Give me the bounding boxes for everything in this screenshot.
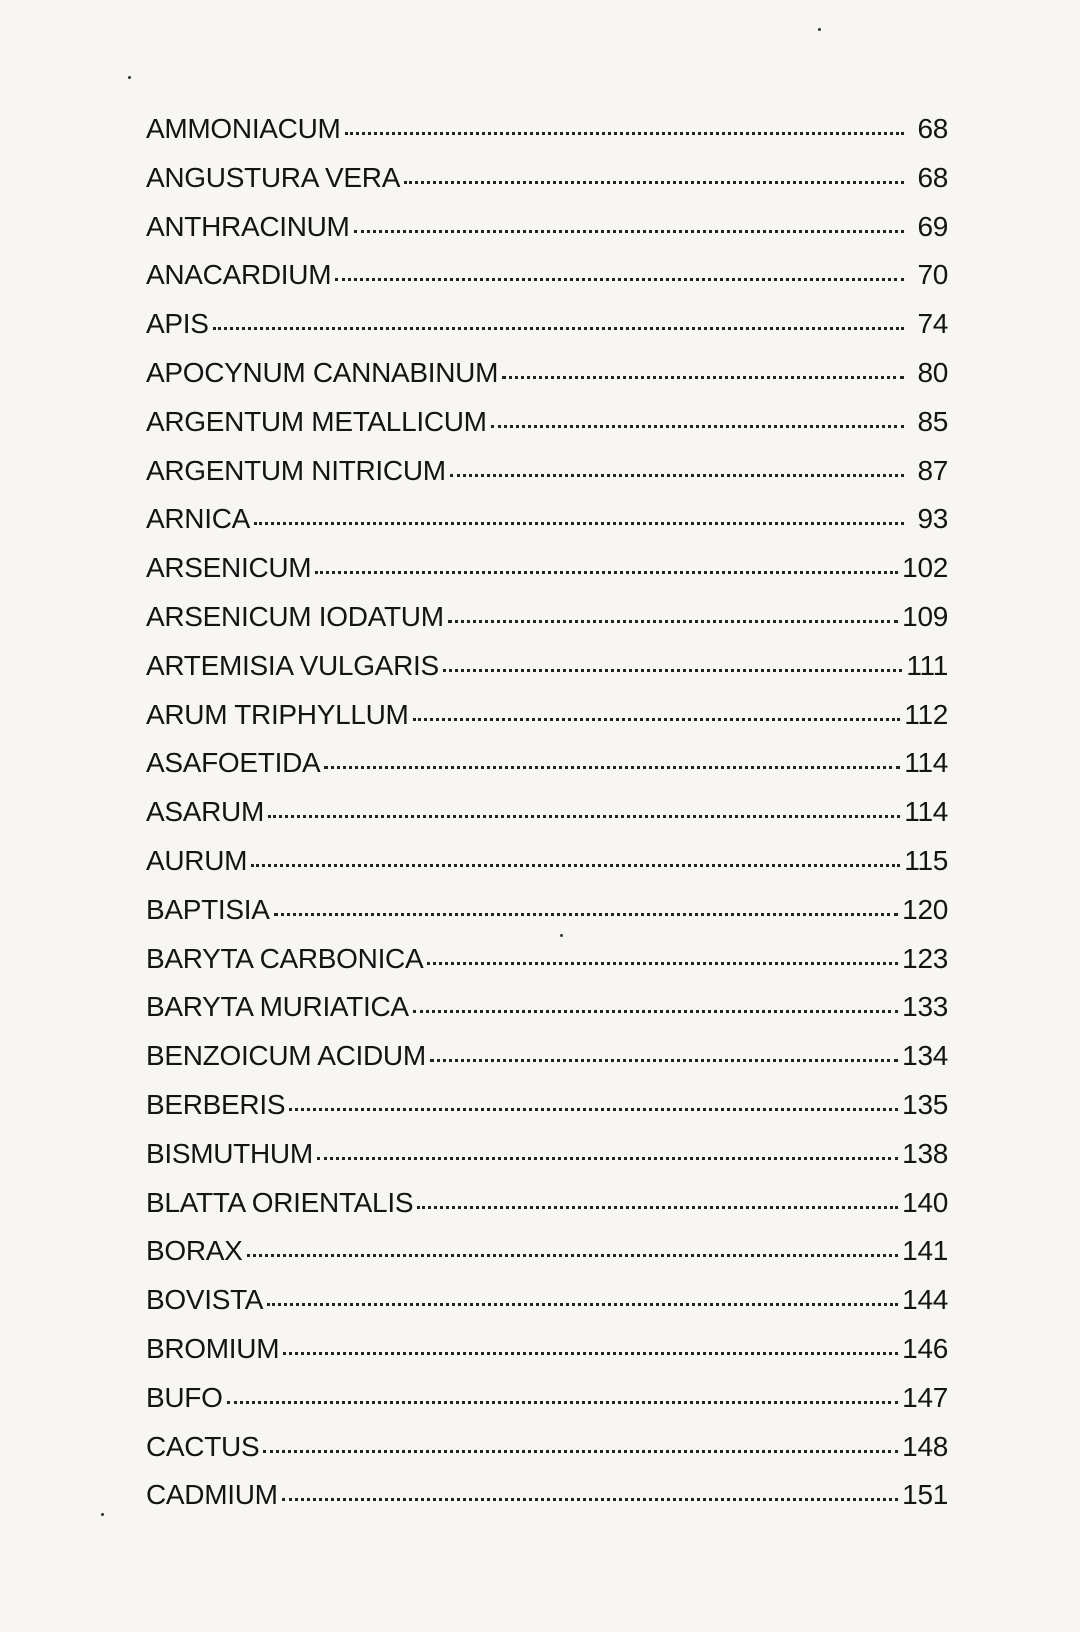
- toc-entry: [146, 845, 948, 894]
- print-speck: [128, 76, 131, 79]
- toc-entry-name: ASARUM: [146, 796, 264, 828]
- toc-entry-name: ARTEMISIA VULGARIS: [146, 649, 439, 681]
- dot-leader: [289, 1108, 898, 1111]
- toc-entry-name: CADMIUM: [146, 1479, 278, 1511]
- dot-leader: [430, 1059, 898, 1062]
- toc-entry-name: ASAFOETIDA: [146, 747, 321, 779]
- toc-entry: [146, 1333, 948, 1382]
- toc-entry-name: BOVISTA: [146, 1284, 264, 1316]
- toc-entry: [146, 1284, 948, 1333]
- toc-entry-name: ARGENTUM METALLICUM: [146, 405, 487, 437]
- dot-leader: [315, 571, 898, 574]
- toc-entry-page-number: 147: [902, 1381, 948, 1413]
- toc-entry: [146, 162, 948, 211]
- toc-entry-page-number: 115: [904, 844, 948, 876]
- toc-entry: [146, 747, 948, 796]
- toc-entry-name: BENZOICUM ACIDUM: [146, 1040, 426, 1072]
- toc-entry: [146, 1089, 948, 1138]
- dot-leader: [502, 376, 904, 379]
- toc-entry: [146, 650, 948, 699]
- toc-entry-name: AMMONIACUM: [146, 113, 341, 144]
- toc-entry-page-number: 69: [917, 210, 948, 242]
- dot-leader: [427, 962, 898, 965]
- dot-leader: [324, 766, 900, 769]
- toc-entry-page-number: 109: [902, 600, 948, 632]
- toc-entry-page-number: 151: [902, 1479, 948, 1511]
- toc-entry-name: CACTUS: [146, 1430, 260, 1462]
- toc-entry: [146, 1187, 948, 1236]
- toc-entry-name: BROMIUM: [146, 1332, 280, 1364]
- toc-entry-name: ANACARDIUM: [146, 259, 332, 291]
- toc-entry: [146, 1040, 948, 1089]
- toc-entry-page-number: 120: [902, 893, 948, 925]
- toc-entry: [146, 308, 948, 357]
- toc-entry-page-number: 133: [902, 991, 948, 1023]
- toc-entry-page-number: 146: [902, 1332, 948, 1364]
- dot-leader: [448, 620, 898, 623]
- dot-leader: [247, 1254, 899, 1257]
- toc-entry-page-number: 114: [904, 747, 948, 779]
- dot-leader: [345, 132, 904, 135]
- toc-entry-page-number: 68: [917, 161, 948, 193]
- toc-entry-page-number: 140: [902, 1186, 948, 1218]
- dot-leader: [267, 1303, 898, 1306]
- print-speck: [101, 1513, 104, 1516]
- toc-entry-page-number: 112: [904, 698, 948, 730]
- toc-entry-name: ARNICA: [146, 503, 250, 535]
- toc-entry: [146, 552, 948, 601]
- dot-leader: [317, 1157, 898, 1160]
- toc-entry: [146, 455, 948, 504]
- toc-entry: [146, 894, 948, 943]
- toc-entry: [146, 601, 948, 650]
- dot-leader: [263, 1450, 898, 1453]
- toc-entry-name: BISMUTHUM: [146, 1137, 313, 1169]
- dot-leader: [282, 1498, 899, 1501]
- toc-entry-page-number: 138: [902, 1137, 948, 1169]
- dot-leader: [335, 278, 904, 281]
- toc-entry-name: ARSENICUM IODATUM: [146, 600, 444, 632]
- toc-entry-page-number: 144: [902, 1284, 948, 1316]
- toc-entry-name: ARSENICUM: [146, 552, 312, 584]
- toc-entry-page-number: 135: [902, 1088, 948, 1120]
- toc-entry-name: ANGUSTURA VERA: [146, 161, 401, 193]
- toc-entry-name: BAPTISIA: [146, 893, 270, 925]
- toc-entry-page-number: 123: [902, 942, 948, 974]
- toc-entry: [146, 1235, 948, 1284]
- toc-entry: [146, 943, 948, 992]
- toc-entry: [146, 796, 948, 845]
- toc-entry-name: BORAX: [146, 1235, 243, 1267]
- toc-entry: [146, 699, 948, 748]
- toc-entry-page-number: 148: [902, 1430, 948, 1462]
- toc-entry-page-number: 93: [917, 503, 948, 535]
- toc-entry-page-number: 74: [917, 308, 948, 340]
- toc-entry-name: AURUM: [146, 844, 248, 876]
- dot-leader: [443, 669, 902, 672]
- dot-leader: [213, 327, 904, 330]
- dot-leader: [227, 1401, 899, 1404]
- dot-leader: [254, 522, 904, 525]
- toc-entry-page-number: 111: [906, 649, 948, 681]
- toc-entry-page-number: 80: [917, 356, 948, 388]
- toc-entry-name: APIS: [146, 308, 209, 340]
- toc-entry-page-number: 70: [917, 259, 948, 291]
- toc-entry-name: BLATTA ORIENTALIS: [146, 1186, 414, 1218]
- toc-entry: [146, 259, 948, 308]
- toc-entry: [146, 406, 948, 455]
- toc-entry: [146, 1382, 948, 1431]
- toc-entry-name: BARYTA CARBONICA: [146, 942, 424, 974]
- print-speck: [818, 28, 821, 31]
- table-of-contents: [146, 113, 948, 1528]
- dot-leader: [404, 181, 904, 184]
- toc-entry-name: APOCYNUM CANNABINUM: [146, 356, 499, 388]
- toc-entry: [146, 357, 948, 406]
- toc-entry: [146, 1479, 948, 1528]
- toc-entry-page-number: 85: [917, 405, 948, 437]
- toc-entry-name: ARGENTUM NITRICUM: [146, 454, 446, 486]
- toc-entry: [146, 1431, 948, 1480]
- toc-entry-page-number: 68: [917, 113, 948, 144]
- dot-leader: [268, 815, 900, 818]
- dot-leader: [354, 230, 904, 233]
- toc-entry: [146, 503, 948, 552]
- toc-entry: [146, 113, 948, 162]
- toc-entry-name: ARUM TRIPHYLLUM: [146, 698, 409, 730]
- toc-entry-name: BERBERIS: [146, 1088, 286, 1120]
- toc-entry: [146, 991, 948, 1040]
- toc-entry-name: ANTHRACINUM: [146, 210, 350, 242]
- dot-leader: [417, 1206, 898, 1209]
- dot-leader: [491, 425, 904, 428]
- toc-entry-page-number: 134: [902, 1040, 948, 1072]
- toc-entry-page-number: 114: [904, 796, 948, 828]
- toc-entry-page-number: 102: [902, 552, 948, 584]
- dot-leader: [283, 1352, 898, 1355]
- toc-entry-name: BUFO: [146, 1381, 223, 1413]
- toc-entry: [146, 211, 948, 260]
- toc-entry: [146, 1138, 948, 1187]
- toc-entry-page-number: 87: [917, 454, 948, 486]
- dot-leader: [450, 474, 904, 477]
- dot-leader: [413, 1010, 898, 1013]
- toc-entry-name: BARYTA MURIATICA: [146, 991, 409, 1023]
- toc-entry-page-number: 141: [902, 1235, 948, 1267]
- dot-leader: [413, 718, 901, 721]
- dot-leader: [274, 913, 899, 916]
- dot-leader: [251, 864, 900, 867]
